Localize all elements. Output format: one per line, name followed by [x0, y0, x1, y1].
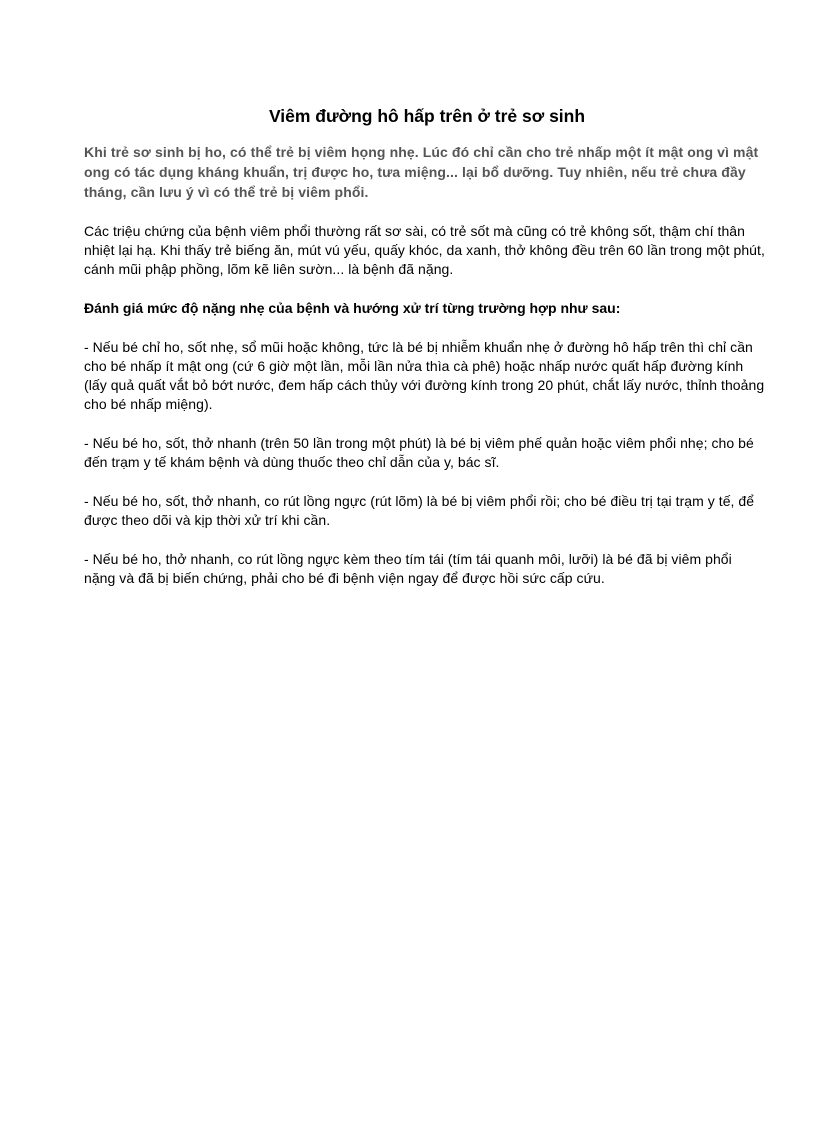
document-page: [84, 104, 766, 608]
symptoms-paragraph: Các triệu chứng của bệnh viêm phổi thường rất sơ sài, có trẻ sốt mà cũng có trẻ không sốt, thậm chí thân nhiệt lại hạ. Khi thấy trẻ biếng ăn, mút vú yếu, quấy khóc, da xanh, thở không đều trên 60 lần trong một phút, cánh mũi phập phồng, lõm kẽ liên sườn... là bệnh đã nặng.: [84, 223, 765, 277]
intro-paragraph: Khi trẻ sơ sinh bị ho, có thể trẻ bị viêm họng nhẹ. Lúc đó chỉ cần cho trẻ nhấp một ít mật ong vì mật ong có tác dụng kháng khuẩn, trị được ho, tưa miệng... lại bổ dưỡng. Tuy nhiên, nếu trẻ chưa đầy tháng, cần lưu ý vì có thể trẻ bị viêm phổi.: [84, 144, 759, 200]
case-item-severe: - Nếu bé ho, thở nhanh, co rút lồng ngực kèm theo tím tái (tím tái quanh môi, lưỡi) là bé đã bị viêm phổi nặng và đã bị biến chứng, phải cho bé đi bệnh viện ngay để được hồi sức cấp cứu.: [84, 551, 732, 586]
assessment-heading: Đánh giá mức độ nặng nhẹ của bệnh và hướng xử trí từng trường hợp như sau:: [84, 300, 621, 316]
case-item-pneumonia: - Nếu bé ho, sốt, thở nhanh, co rút lồng ngực (rút lõm) là bé bị viêm phổi rồi; cho bé điều trị tại trạm y tế, để được theo dõi và kịp thời xử trí khi cần.: [84, 493, 755, 528]
case-item-bronchitis: - Nếu bé ho, sốt, thở nhanh (trên 50 lần trong một phút) là bé bị viêm phế quản hoặc viêm phổi nhẹ; cho bé đến trạm y tế khám bệnh và dùng thuốc theo chỉ dẫn của y, bác sĩ.: [84, 435, 754, 470]
case-item-mild: - Nếu bé chỉ ho, sốt nhẹ, sổ mũi hoặc không, tức là bé bị nhiễm khuẩn nhẹ ở đường hô hấp trên thì chỉ cần cho bé nhấp ít mật ong (cứ 6 giờ một lần, mỗi lần nửa thìa cà phê) hoặc nhấp nước quất hấp đường kính (lấy quả quất vắt bỏ bớt nước, đem hấp cách thủy với đường kính trong 20 phút, chắt lấy nước, thỉnh thoảng cho bé nhấp miệng).: [84, 339, 765, 412]
document-title: Viêm đường hô hấp trên ở trẻ sơ sinh: [268, 106, 586, 126]
